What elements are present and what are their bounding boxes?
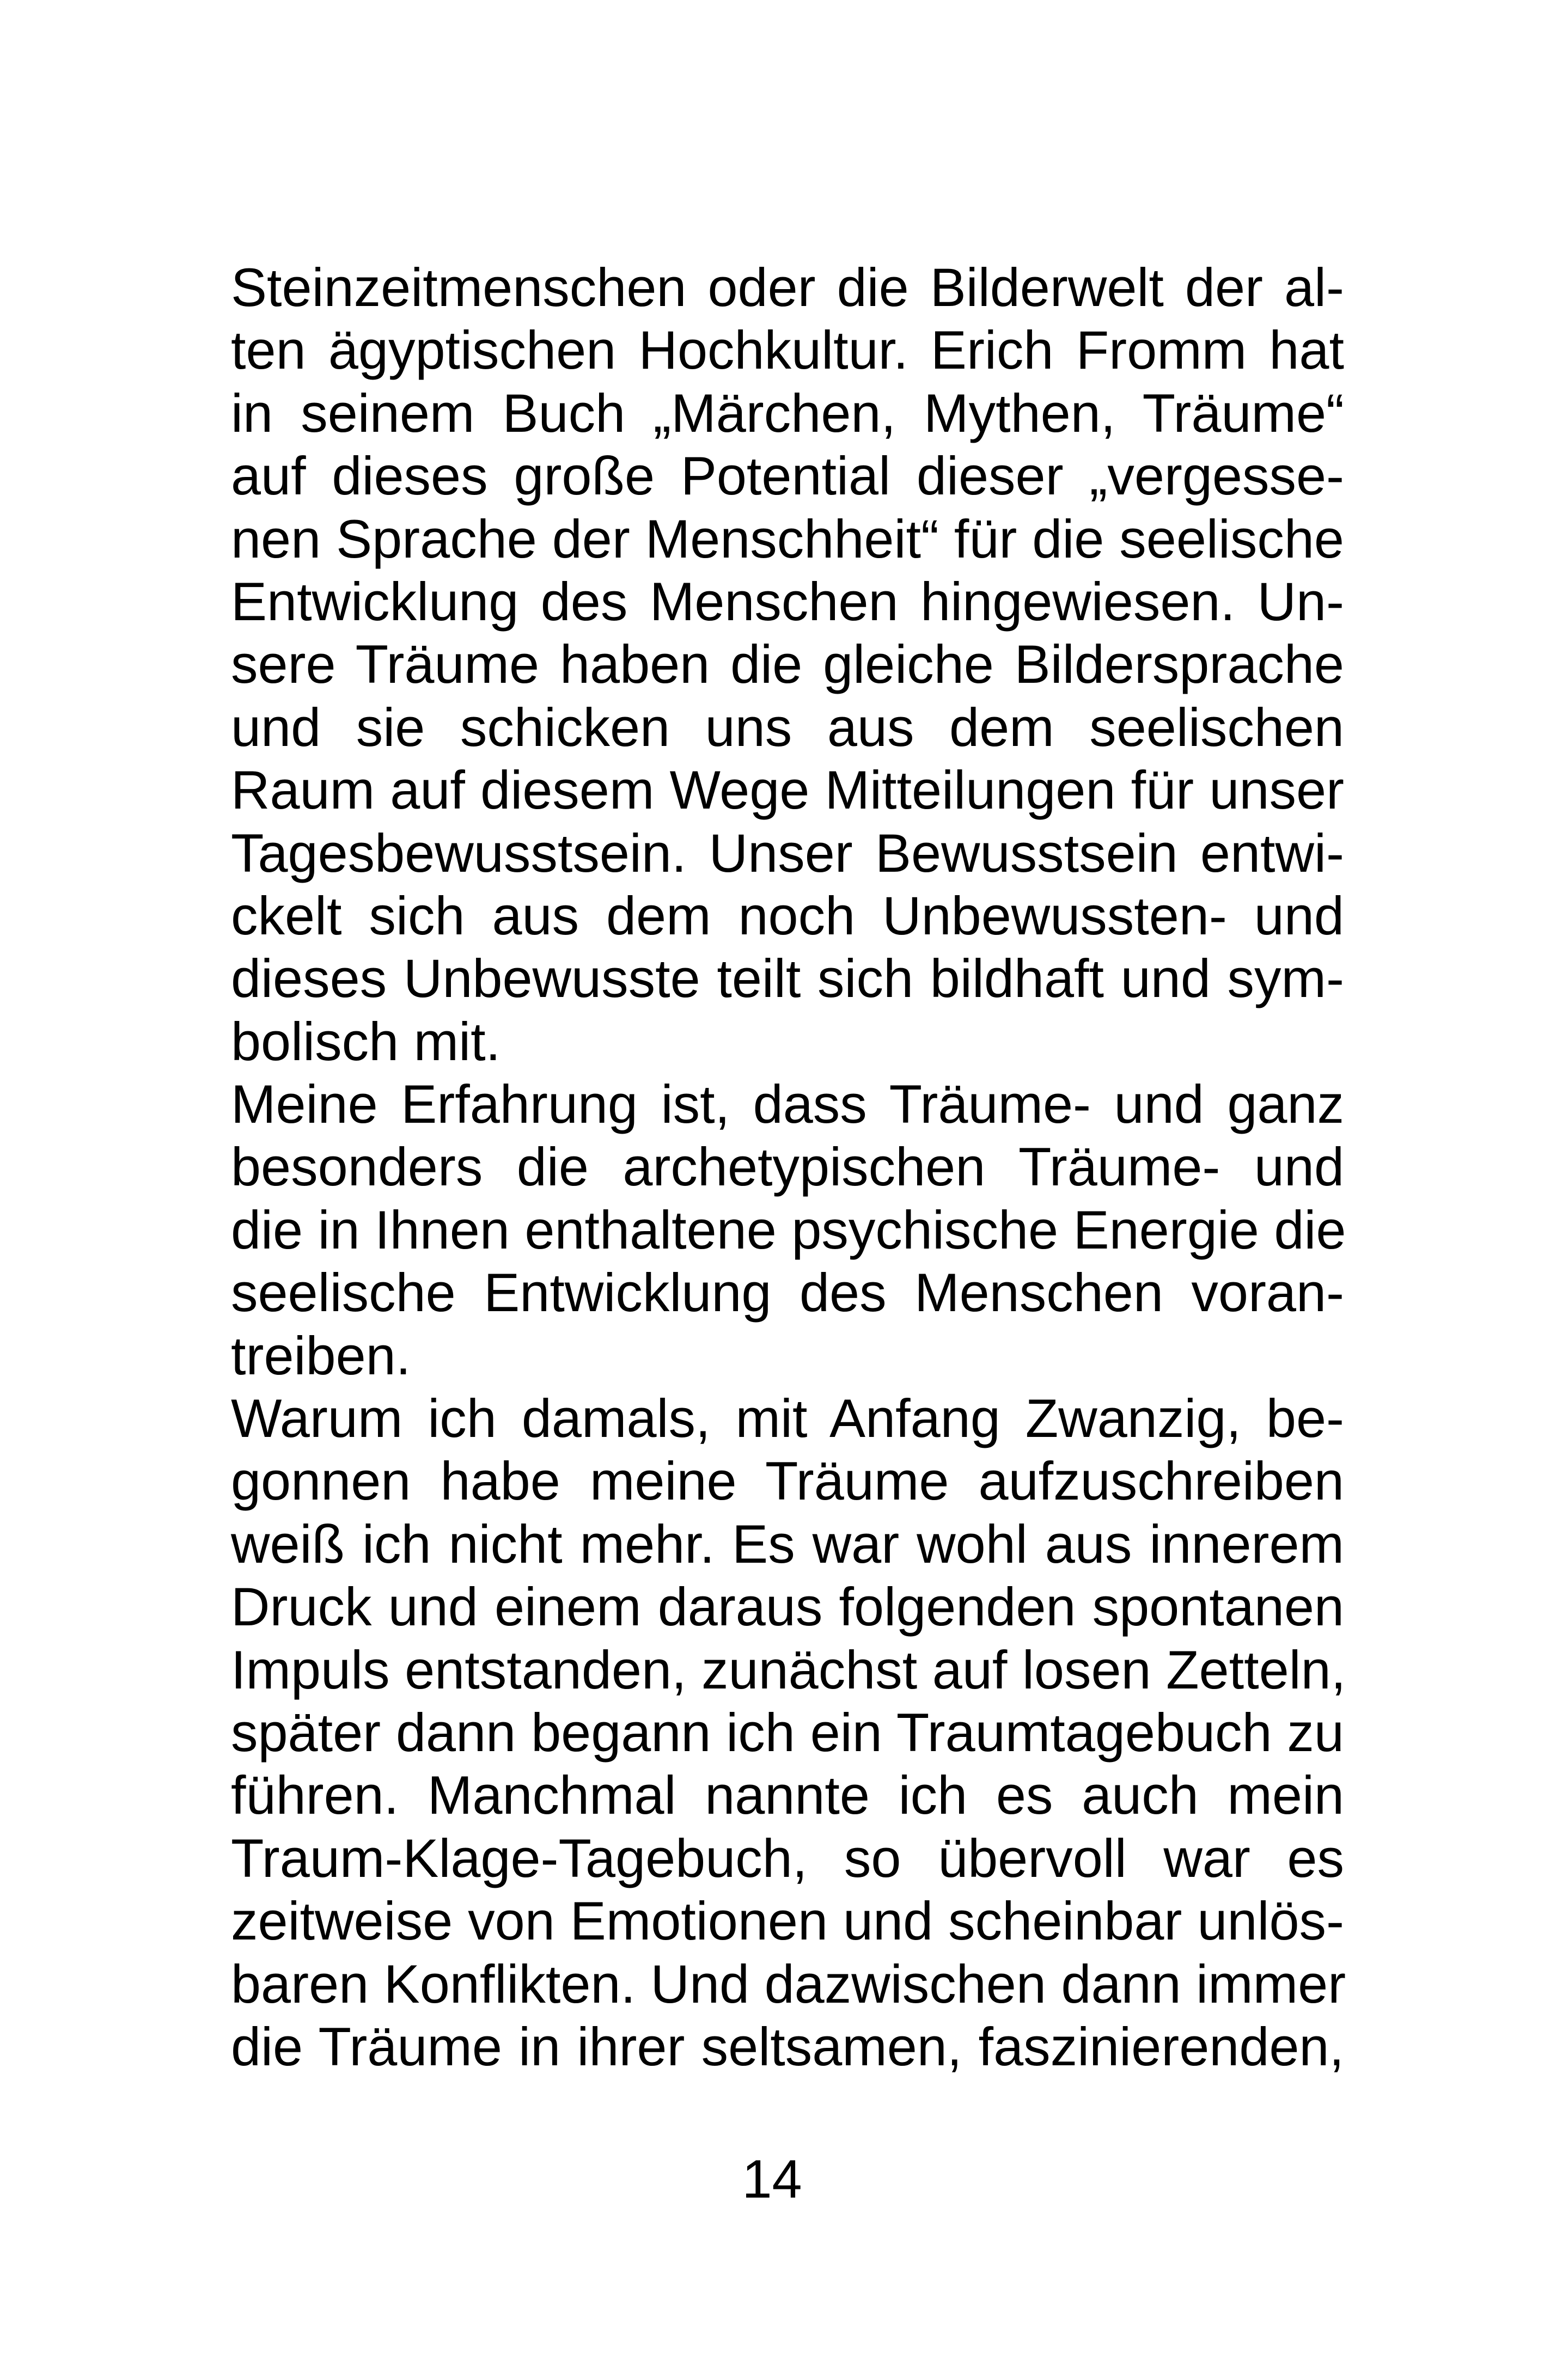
paragraph-2 [231,1073,1344,1387]
page-number: 14 [742,2149,802,2209]
text-line: gonnen habe meine Träume aufzuschreiben [231,1451,1344,1512]
text-line: baren Konflikten. Und dazwischen dann immer [231,1953,1346,2014]
text-line: weiß ich nicht mehr. Es war wohl aus innerem [231,1513,1344,1574]
text-line: Impuls entstanden, zunächst auf losen Zetteln, [231,1639,1346,1700]
paragraph-1 [231,256,1344,1073]
text-line: nen Sprache der Menschheit“ für die seelische [231,508,1344,569]
text-line: Raum auf diesem Wege Mitteilungen für unser [231,760,1344,821]
text-line: dieses Unbewusste teilt sich bildhaft und sym- [231,948,1344,1009]
text-line: treiben. [231,1325,411,1386]
text-line: seelische Entwicklung des Menschen voran- [231,1262,1344,1323]
text-line: Warum ich damals, mit Anfang Zwanzig, be- [231,1388,1344,1449]
text-line: und sie schicken uns aus dem seelischen [231,696,1344,757]
text-line: besonders die archetypischen Träume- und [231,1136,1344,1197]
text-line: in seinem Buch „Märchen, Mythen, Träume“ [231,382,1344,443]
text-line: bolisch mit. [231,1011,501,1072]
text-line: ckelt sich aus dem noch Unbewussten- und [231,885,1344,946]
text-line: ten ägyptischen Hochkultur. Erich Fromm hat [231,320,1344,381]
text-line: die in Ihnen enthaltene psychische Energie die [231,1199,1346,1260]
text-line: Tagesbewusstsein. Unser Bewusstsein entwi- [231,822,1344,883]
body-text [231,256,1344,2078]
text-line: Entwicklung des Menschen hingewiesen. Un- [231,571,1344,632]
text-line: führen. Manchmal nannte ich es auch mein [231,1765,1344,1826]
text-line: sere Träume haben die gleiche Bildersprache [231,634,1344,695]
text-line: die Träume in ihrer seltsamen, faszinierenden, [231,2016,1344,2077]
text-line: Druck und einem daraus folgenden spontanen [231,1576,1344,1637]
text-line: Steinzeitmenschen oder die Bilderwelt der al- [231,257,1344,317]
text-line: auf dieses große Potential dieser „vergesse- [231,445,1344,506]
text-line: zeitweise von Emotionen und scheinbar unlös- [231,1890,1344,1951]
paragraph-3 [231,1387,1344,2078]
text-line: Meine Erfahrung ist, dass Träume- und ganz [231,1074,1344,1135]
text-line: später dann begann ich ein Traumtagebuch zu [231,1702,1344,1763]
text-line: Traum-Klage-Tagebuch, so übervoll war es [231,1827,1344,1888]
